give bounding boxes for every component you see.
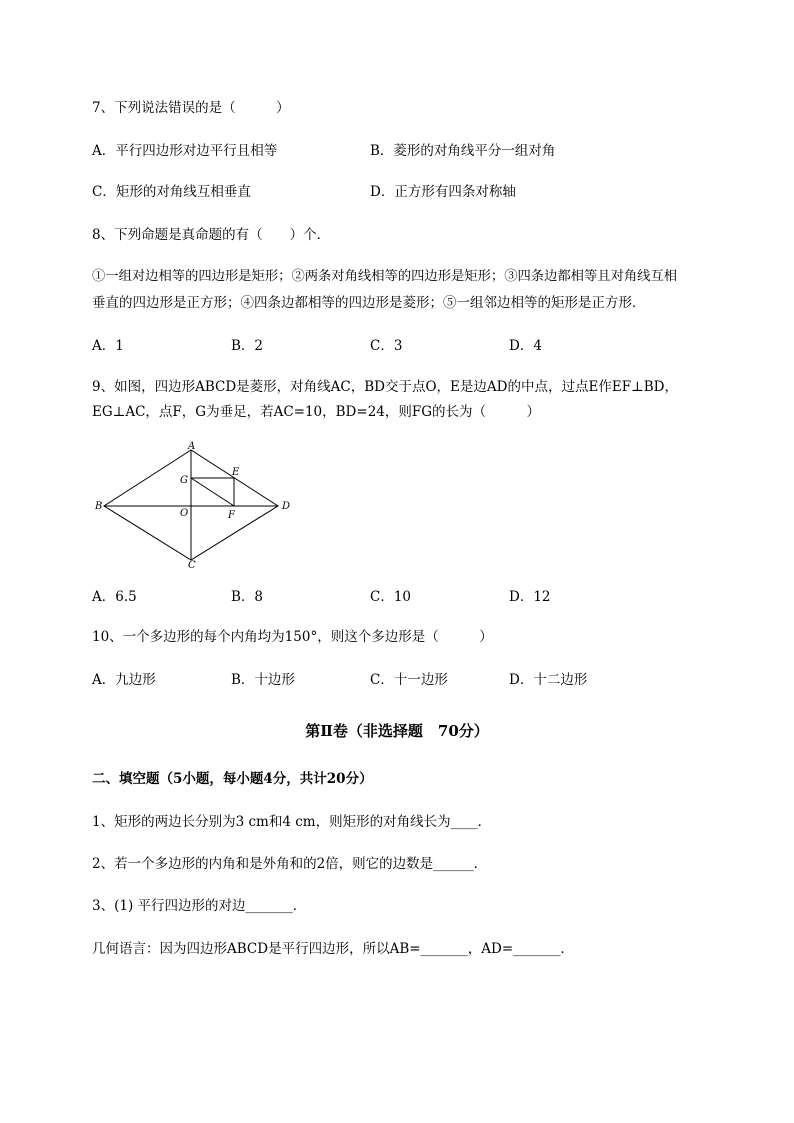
label-o: O [180,508,189,519]
q9-option-c: C．10 [370,589,412,605]
q8-option-c: C．3 [370,338,403,354]
q8-statements-line2: 垂直的四边形是正方形；④四条边都相等的四边形是菱形；⑤一组邻边相等的矩形是正方形． [92,295,646,311]
label-f: F [228,510,235,521]
label-d: D [282,501,291,512]
q9-stem-line2: EG⊥AC，点F，G为垂足，若AC=10，BD=24，则FG的长为（ ） [92,404,541,420]
label-a: A [188,441,196,452]
q9-stem-line1: 9、如图，四边形ABCD是菱形，对角线AC，BD交于点O，E是边AD的中点，过点E作EF⊥BD， [92,379,678,395]
fill-q1: 1、矩形的两边长分别为3 cm和4 cm，则矩形的对角线长为____． [92,814,492,830]
q9-option-d: D．12 [509,589,551,605]
q10-option-d: D．十二边形 [509,672,588,688]
label-e: E [232,467,240,478]
q8-statements-line1: ①一组对边相等的四边形是矩形；②两条对角线相等的四边形是矩形；③四条边都相等且对角线互相 [92,269,678,284]
q7-option-d: D．正方形有四条对称轴 [370,184,516,200]
q7-stem: 7、下列说法错误的是（ ） [92,100,290,116]
q7-option-a: A．平行四边形对边平行且相等 [92,143,278,159]
label-b: B [95,501,103,512]
q7-option-c: C．矩形的对角线互相垂直 [92,184,251,200]
segment-fg [191,478,234,506]
q8-option-d: D．4 [509,338,542,354]
rhombus-figure [92,440,302,570]
fill-in-heading: 二、填空题（5小题，每小题4分，共计20分） [92,771,373,787]
label-c: C [188,560,196,570]
q9-option-a: A．6.5 [92,589,137,605]
fill-q3-geometry: 几何语言：因为四边形ABCD是平行四边形，所以AB=_______，AD=_______． [92,941,574,957]
q10-option-b: B．十边形 [231,672,295,688]
q10-stem: 10、一个多边形的每个内角均为150°，则这个多边形是（ ） [92,629,493,645]
q9-option-b: B．8 [231,589,264,605]
q10-option-a: A．九边形 [92,672,156,688]
fill-q3: 3、(1) 平行四边形的对边_______． [92,898,307,914]
q8-option-b: B．2 [231,338,264,354]
q8-option-a: A．1 [92,338,124,354]
section-title: 第Ⅱ卷（非选择题 70分） [305,722,489,740]
q8-stem: 8、下列命题是真命题的有（ ）个． [92,227,331,243]
fill-q2: 2、若一个多边形的内角和是外角和的2倍，则它的边数是______． [92,856,488,872]
q10-option-c: C．十一边形 [370,672,448,688]
label-g: G [180,475,188,486]
q7-option-b: B．菱形的对角线平分一组对角 [370,143,556,159]
